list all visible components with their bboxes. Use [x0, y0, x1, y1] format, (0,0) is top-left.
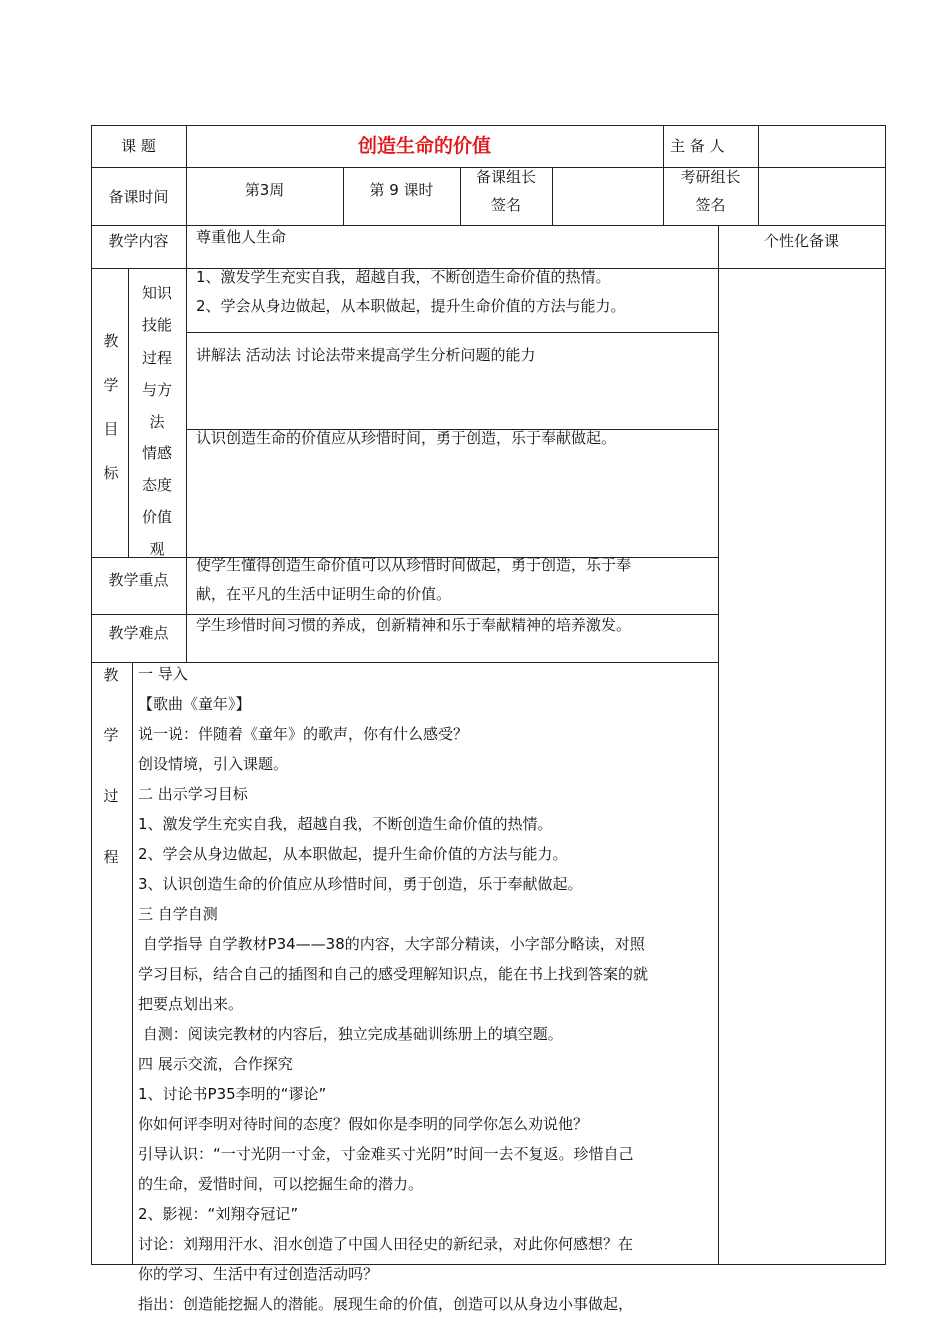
col-divider [186, 225, 187, 268]
topic-label: 课 题 [121, 137, 156, 155]
objectives-label-char: 标 [103, 464, 119, 482]
research-leader-sign-label: 考研组长 签名 [680, 168, 741, 214]
emotion-attitude-text: 认识创造生命的价值应从珍惜时间，勇于创造，乐于奉献做起。 [196, 429, 617, 447]
preparer-label: 主 备 人 [670, 137, 725, 155]
knowledge-objectives [196, 263, 626, 321]
knowledge-objective-1: 1、激发学生充实自我，超越自我，不断创造生命价值的热情。 [196, 268, 611, 286]
process-method-text: 讲解法 活动法 讨论法带来提高学生分析问题的能力 [196, 346, 536, 364]
prep-time-label: 备课时间 [108, 188, 169, 206]
process-line: 引导认识：“一寸光阴一寸金，寸金难买寸光阴”时间一去不复返。珍惜自己 [138, 1145, 634, 1163]
process-line: 你如何评李明对待时间的态度？假如你是李明的同学你怎么劝说他？ [138, 1115, 589, 1133]
table-border-left [91, 125, 92, 1265]
period-value: 第 9 课时 [369, 181, 434, 199]
process-line: 说一说：伴随着《童年》的歌声，你有什么感受？ [138, 725, 469, 743]
col-divider [186, 268, 187, 663]
process-line: 创设情境，引入课题。 [138, 755, 289, 773]
objectives-label-char: 教 [103, 332, 119, 350]
key-point-text: 使学生懂得创造生命价值可以从珍惜时间做起，勇于创造，乐于奉 献，在平凡的生活中证明生命的价值。 [196, 556, 632, 603]
col-divider [718, 225, 719, 1265]
preparer-value [759, 126, 885, 167]
process-line: 自测：阅读完教材的内容后，独立完成基础训练册上的填空题。 [138, 1025, 563, 1043]
group-leader-sign-label: 备课组长 签名 [475, 168, 536, 214]
process-line: 二 出示学习目标 [138, 785, 248, 803]
difficulty-text: 学生珍惜时间习惯的养成，创新精神和乐于奉献精神的培养激发。 [196, 616, 632, 634]
process-line: 讨论：刘翔用汗水、泪水创造了中国人田径史的新纪录，对此你何感想？在 [138, 1235, 634, 1253]
process-label-char: 程 [103, 848, 119, 866]
process-line: 3、认识创造生命的价值应从珍惜时间，勇于创造，乐于奉献做起。 [138, 875, 583, 893]
process-method-label: 过程 与方 法 [141, 349, 172, 431]
process-line: 【歌曲《童年》】 [138, 695, 251, 713]
process-line: 四 展示交流，合作探究 [138, 1055, 293, 1073]
process-line: 指出：创造能挖掘人的潜能。展现生命的价值，创造可以从身边小事做起， [138, 1295, 634, 1313]
process-line: 2、学会从身边做起，从本职做起，提升生命价值的方法与能力。 [138, 845, 568, 863]
process-line: 的生命，爱惜时间，可以挖掘生命的潜力。 [138, 1175, 424, 1193]
process-label-char: 教 [103, 666, 119, 684]
process-label-char: 过 [103, 787, 119, 805]
content-value: 尊重他人生命 [196, 228, 287, 246]
process-line: 一 导入 [138, 665, 188, 683]
knowledge-objective-2: 2、学会从身边做起，从本职做起，提升生命价值的方法与能力。 [196, 297, 626, 315]
process-line: 你的学习、生活中有过创造活动吗？ [138, 1265, 379, 1283]
objectives-label-char: 学 [103, 376, 119, 394]
process-line: 自学指导 自学教材P34——38的内容，大字部分精读，小字部分略读，对照 [138, 935, 645, 953]
process-line: 三 自学自测 [138, 905, 218, 923]
objectives-label-char: 目 [103, 420, 119, 438]
lesson-title: 创造生命的价值 [357, 135, 491, 157]
process-line: 学习目标，结合自己的插图和自己的感受理解知识点，能在书上找到答案的就 [138, 965, 649, 983]
key-point-label: 教学重点 [108, 571, 169, 589]
process-line: 把要点划出来。 [138, 995, 244, 1013]
content-label: 教学内容 [108, 232, 169, 250]
process-content [138, 659, 716, 1319]
knowledge-skill-label: 知识 技能 [141, 284, 172, 334]
process-line: 2、影视：“刘翔夺冠记” [138, 1205, 299, 1223]
week-value: 第3周 [244, 181, 285, 199]
col-divider [132, 662, 133, 1265]
personal-prep-label: 个性化备课 [763, 232, 839, 250]
table-border-right [885, 125, 886, 1265]
row-divider [186, 332, 718, 333]
process-line: 1、激发学生充实自我，超越自我，不断创造生命价值的热情。 [138, 815, 553, 833]
process-line: 1、讨论书P35李明的“谬论” [138, 1085, 327, 1103]
col-divider [552, 167, 553, 225]
process-label-char: 学 [103, 726, 119, 744]
emotion-attitude-label: 情感 态度 价值 观 [141, 444, 172, 558]
difficulty-label: 教学难点 [108, 624, 169, 642]
